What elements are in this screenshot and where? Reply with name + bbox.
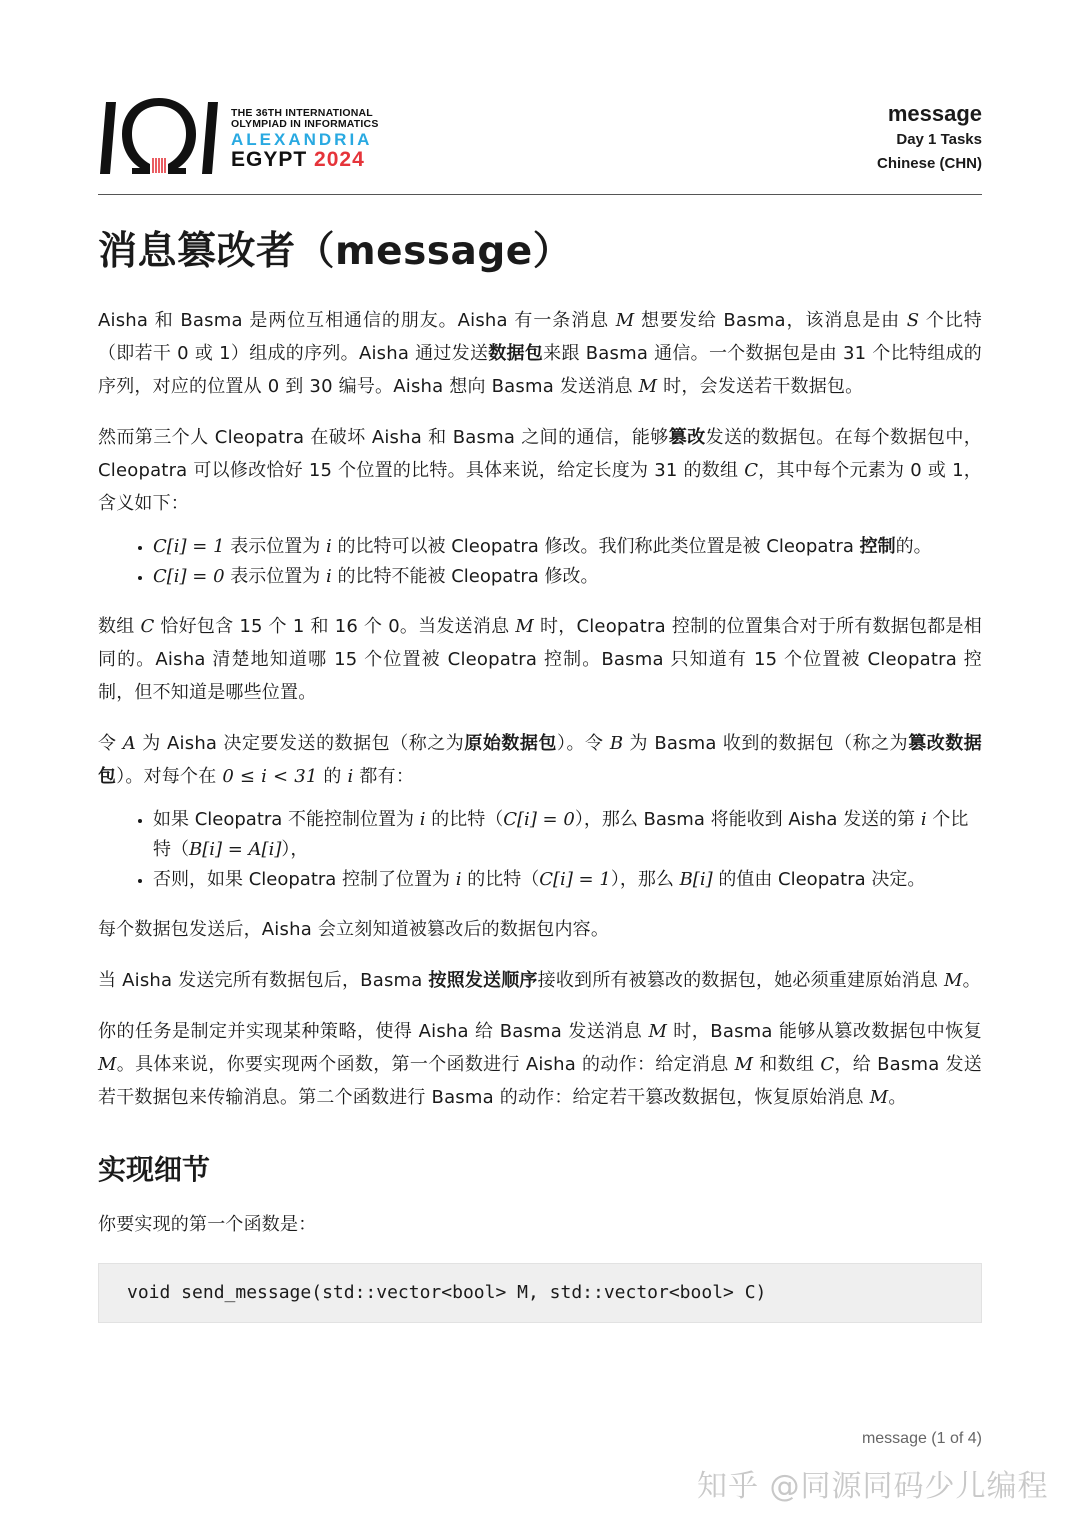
logo-line1: THE 36TH INTERNATIONAL — [231, 107, 373, 119]
paragraph-cleopatra: 然而第三个人 Cleopatra 在破坏 Aisha 和 Basma 之间的通信，能够篡改发送的数据包。在每个数据包中，Cleopatra 可以修改恰好 15 个位置的比特。具体来说，给定长度为 31 的数组 C，其中每个元素为 0 或 1，含义如下： — [98, 427, 983, 514]
code-block: void send_message(std::vector<bool> M, std::vector<bool> C) — [98, 1263, 982, 1323]
language-label: Chinese (CHN) — [876, 155, 982, 172]
section-title: 实现细节 — [98, 1153, 211, 1186]
logo-country: EGYPT — [231, 148, 308, 171]
paragraph-order: 当 Aisha 发送完所有数据包后，Basma 按照发送顺序接收到所有被篡改的数据包，她必须重建原始消息 M。 — [98, 970, 981, 991]
header-info — [877, 100, 982, 176]
list-item: • 如果 Cleopatra 不能控制位置为 i 的比特（C[i] = 0），那么 Basma 将能收到 Aisha 发送的第 i 个比特（B[i] = A[i]）， — [153, 805, 982, 865]
logo-line2: OLYMPIAD IN INFORMATICS — [231, 118, 379, 130]
logo-country-year — [231, 149, 379, 171]
page-title: 消息篡改者（message） — [98, 229, 573, 274]
page-footer: message (1 of 4) — [861, 1430, 982, 1447]
logo-city: ALEXANDRIA — [231, 130, 373, 149]
day-label: Day 1 Tasks — [896, 131, 982, 148]
list-item: • C[i] = 0 表示位置为 i 的比特不能被 Cleopatra 修改。 — [153, 562, 982, 592]
logo-text — [231, 108, 379, 171]
paragraph-packets: 令 A 为 Aisha 决定要发送的数据包（称之为原始数据包）。令 B 为 Basma 收到的数据包（称之为篡改数据包）。对每个在 0 ≤ i < 31 的 i 都有： — [98, 733, 982, 787]
paragraph-feedback: 每个数据包发送后，Aisha 会立刻知道被篡改后的数据包内容。 — [98, 919, 610, 940]
task-name: message — [887, 101, 982, 126]
list-c-meaning — [98, 532, 982, 592]
paragraph-task: 你的任务是制定并实现某种策略，使得 Aisha 给 Basma 发送消息 M 时，Basma 能够从篡改数据包中恢复 M。具体来说，你要实现两个函数，第一个函数进行 Aisha 的动作：给定消息 M 和数组 C，给 Basma 发送若干数据包来传输消息。第二个函数进行 Basma 的动作：给定若干篡改数据包，恢复原始消息 M。 — [98, 1021, 982, 1108]
list-item: • 否则，如果 Cleopatra 控制了位置为 i 的比特（C[i] = 1），那么 B[i] 的值由 Cleopatra 决定。 — [153, 865, 982, 895]
watermark: 知乎 @同源同码少儿编程 — [697, 1469, 1049, 1504]
paragraph-first-function: 你要实现的第一个函数是： — [98, 1214, 317, 1235]
page-header — [98, 96, 982, 195]
logo-year: 2024 — [314, 148, 365, 171]
list-packet-rules — [98, 805, 982, 895]
list-item: • C[i] = 1 表示位置为 i 的比特可以被 Cleopatra 修改。我们称此类位置是被 Cleopatra 控制的。 — [153, 532, 982, 562]
paragraph-intro: Aisha 和 Basma 是两位互相通信的朋友。Aisha 有一条消息 M 想要发给 Basma，该消息是由 S 个比特（即若干 0 或 1）组成的序列。Aisha 通过发送数据包来跟 Basma 通信。一个数据包是由 31 个比特组成的序列，对应的位置从 0 到 30 编号。Aisha 想向 Basma 发送消息 M 时，会发送若干数据包。 — [98, 310, 982, 397]
document-body — [98, 224, 982, 1323]
paragraph-array-c: 数组 C 恰好包含 15 个 1 和 16 个 0。当发送消息 M 时，Cleopatra 控制的位置集合对于所有数据包都是相同的。Aisha 清楚地知道哪 15 个位置被 Cleopatra 控制。Basma 只知道有 15 个位置被 Cleopatra 控制，但不知道是哪些位置。 — [98, 616, 982, 703]
